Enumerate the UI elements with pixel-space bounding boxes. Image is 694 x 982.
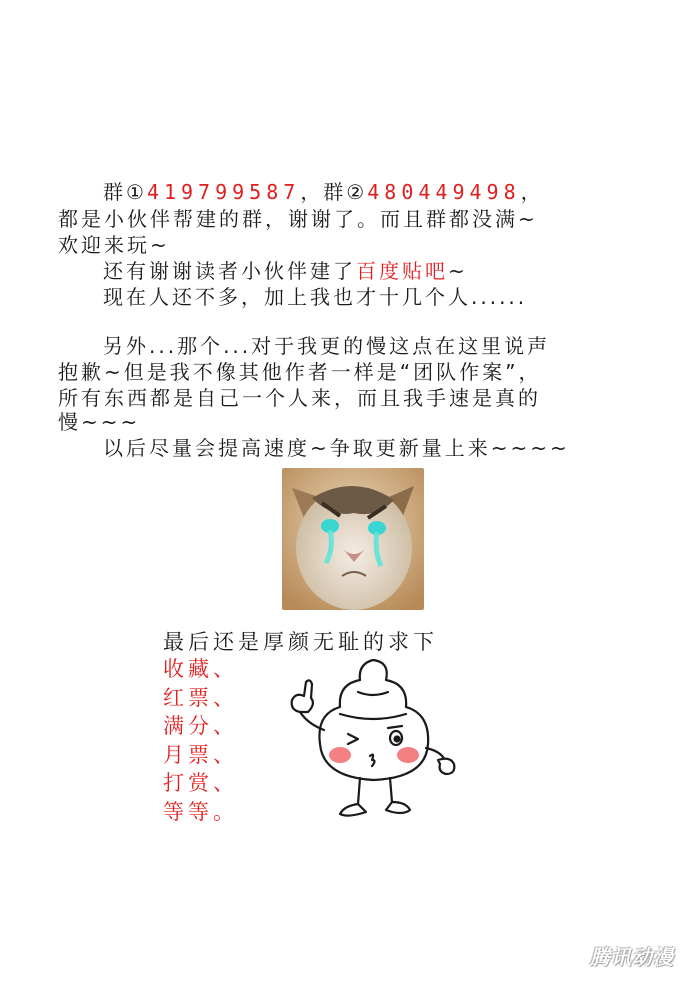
member-count-line: 现在人还不多，加上我也才十几个人...... [103, 285, 528, 309]
group-1-number: 419799587 [146, 180, 301, 204]
list-item: 月票、 [163, 742, 238, 767]
tieba-line-suffix: ~ [448, 259, 468, 283]
list-item: 红票、 [163, 685, 238, 710]
apology-line-4: 慢~~~ [58, 410, 141, 434]
promise-line: 以后尽量会提高速度~争取更新量上来~~~~ [103, 436, 570, 460]
group-2-number: 480449498 [367, 180, 521, 204]
group-line [103, 180, 544, 204]
request-heading: 最后还是厚颜无耻的求下 [163, 630, 438, 654]
tieba-line [103, 259, 468, 283]
thanks-line: 都是小伙伴帮建的群，谢谢了。而且群都没满~ [58, 207, 538, 231]
welcome-line: 欢迎来玩~ [58, 233, 170, 257]
group-line-suffix: ， [520, 180, 544, 204]
request-list [163, 655, 238, 827]
list-item: 等等。 [163, 799, 238, 824]
apology-line-2: 抱歉~但是我不像其他作者一样是“团队作案”， [58, 360, 542, 384]
list-item: 满分、 [163, 714, 238, 739]
list-item: 打赏、 [163, 771, 238, 796]
tencent-comic-watermark: 腾讯动漫 [590, 945, 674, 969]
tieba-line-prefix: 还有谢谢读者小伙伴建了 [103, 259, 356, 283]
crying-cat-photo [282, 468, 424, 610]
mascot-illustration [278, 652, 468, 832]
group-2-label: ，群② [300, 180, 368, 204]
apology-line-1: 另外...那个...对于我更的慢这点在这里说声 [103, 334, 551, 358]
list-item: 收藏、 [163, 657, 238, 681]
apology-line-3: 所有东西都是自己一个人来，而且我手速是真的 [58, 386, 541, 410]
baidu-tieba-link: 百度贴吧 [356, 259, 448, 283]
group-1-label: 群① [103, 180, 147, 204]
